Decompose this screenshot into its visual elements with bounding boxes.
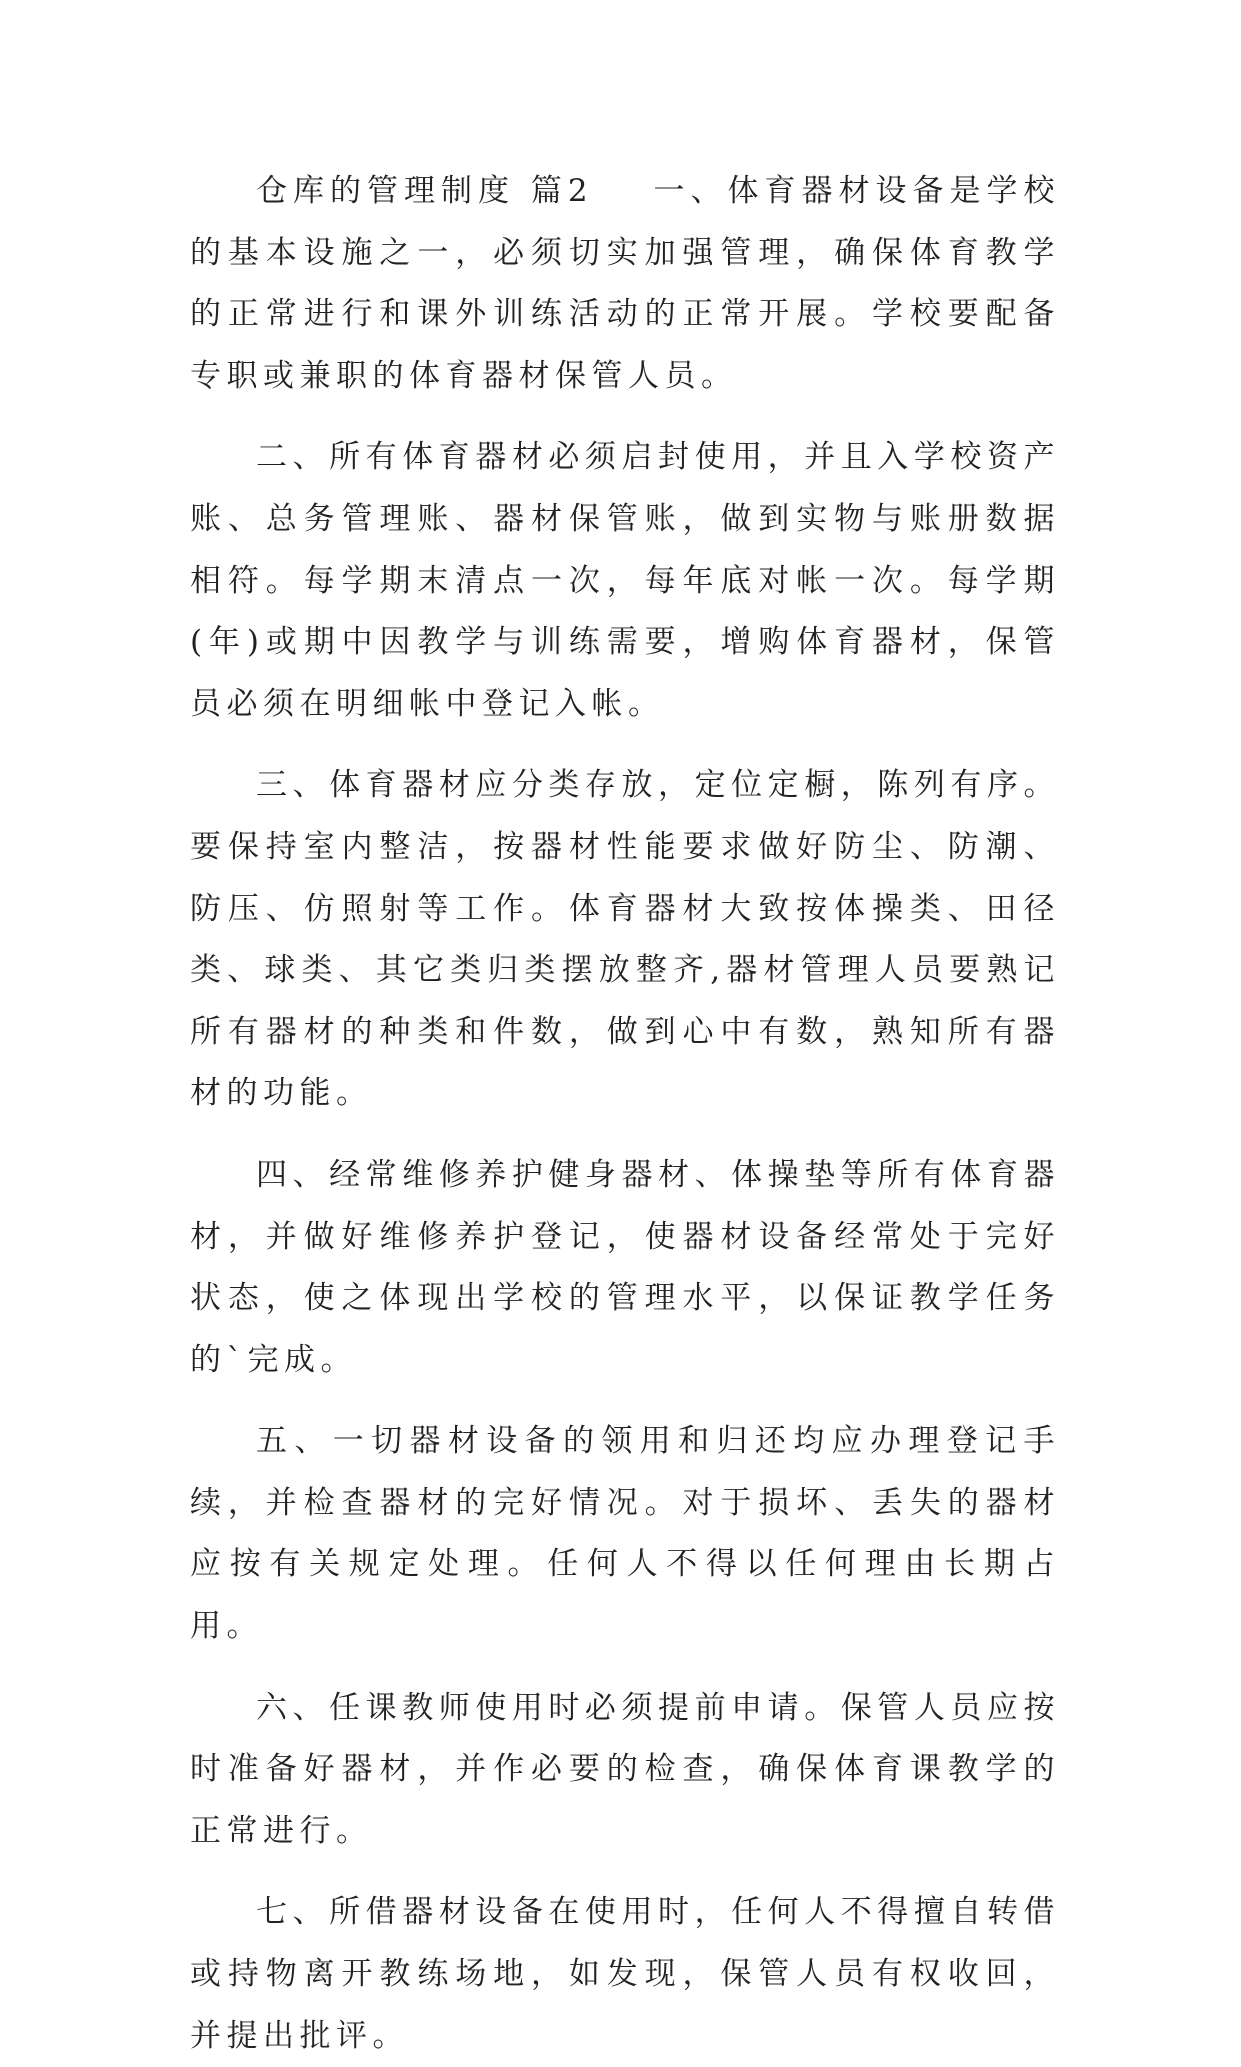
- document-heading: 仓库的管理制度 篇2: [256, 173, 594, 209]
- paragraph-6: 六、任课教师使用时必须提前申请。保管人员应按时准备好器材，并作必要的检查，确保体育课教学的正常进行。: [190, 1689, 1060, 1849]
- paragraph-text: 一、体育器材设备是学校的基本设施之一，必须切实加强管理，确保体育教学的正常进行和课外训练活动的正常开展。学校要配备专职或兼职的体育器材保管人员。: [190, 173, 1061, 394]
- paragraph-5: 五、一切器材设备的领用和归还均应办理登记手续，并检查器材的完好情况。对于损坏、丢失的器材应按有关规定处理。任何人不得以任何理由长期占用。: [190, 1423, 1060, 1645]
- paragraph-7: 七、所借器材设备在使用时，任何人不得擅自转借或持物离开教练场地，如发现，保管人员有权收回，并提出批评。: [190, 1894, 1060, 2054]
- document-body: [190, 161, 1060, 2067]
- paragraph-3: 三、体育器材应分类存放，定位定橱，陈列有序。要保持室内整洁，按器材性能要求做好防尘、防潮、防压、仿照射等工作。体育器材大致按体操类、田径类、球类、其它类归类摆放整齐,器材管理人员要熟记所有器材的种类和件数，做到心中有数，熟知所有器材的功能。: [190, 767, 1060, 1112]
- paragraph-2: 二、所有体育器材必须启封使用，并且入学校资产账、总务管理账、器材保管账，做到实物与账册数据相符。每学期末清点一次，每年底对帐一次。每学期(年)或期中因教学与训练需要，增购体育器材，保管员必须在明细帐中登记入帐。: [190, 439, 1060, 722]
- paragraph-1: [190, 161, 1060, 407]
- paragraph-4: 四、经常维修养护健身器材、体操垫等所有体育器材，并做好维修养护登记，使器材设备经常处于完好状态，使之体现出学校的管理水平，以保证教学任务的`完成。: [190, 1156, 1060, 1378]
